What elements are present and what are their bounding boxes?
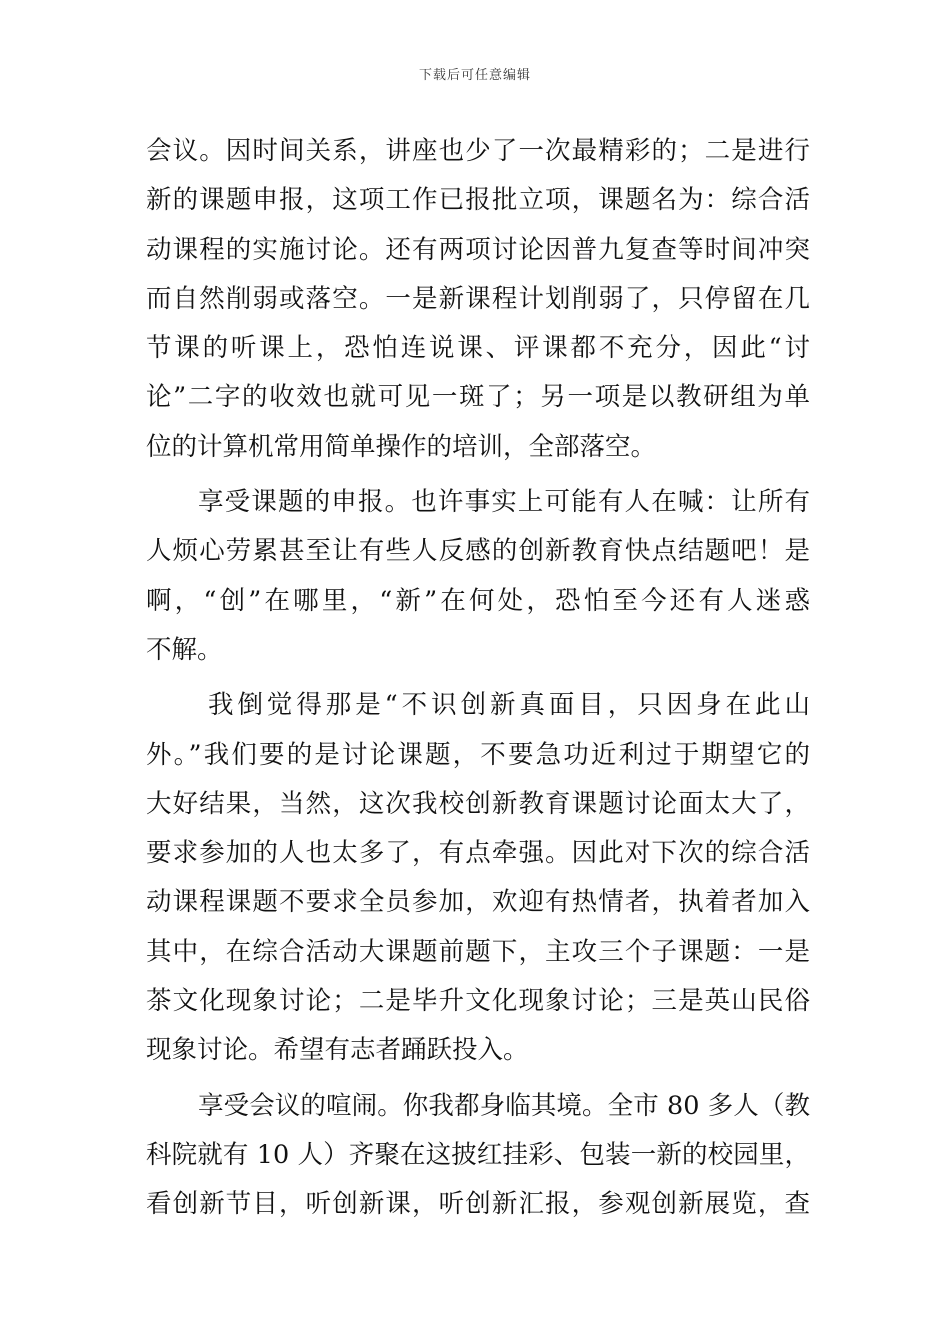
text-line: 科院就有 10 人）齐聚在这披红挂彩、包装一新的校园里， (146, 1139, 810, 1170)
text-line: 我倒觉得那是“不识创新真面目，只因身在此山 (208, 690, 810, 721)
text-line: 新的课题申报，这项工作已报批立项，课题名为：综合活 (146, 185, 810, 216)
paragraph (146, 681, 810, 1075)
text-line: 动课程课题不要求全员参加，欢迎有热情者，执着者加入 (146, 887, 810, 918)
paragraph (146, 1082, 810, 1230)
text-line: 要求参加的人也太多了，有点牵强。因此对下次的综合活 (146, 838, 810, 869)
text-line: 啊，“创”在哪里，“新”在何处，恐怕至今还有人迷惑 (146, 585, 810, 616)
text-line: 茶文化现象讨论；二是毕升文化现象讨论；三是英山民俗 (146, 986, 810, 1017)
text-line: 大好结果，当然，这次我校创新教育课题讨论面太大了， (146, 788, 810, 819)
text-line: 动课程的实施讨论。还有两项讨论因普九复查等时间冲突 (146, 234, 810, 265)
text-line: 位的计算机常用简单操作的培训，全部落空。 (146, 431, 657, 462)
document-body (146, 127, 810, 1230)
page-header: 下载后可任意编辑 (418, 68, 531, 83)
text-line: 不解。 (146, 634, 223, 665)
text-line: 享受课题的申报。也许事实上可能有人在喊：让所有 (198, 487, 810, 518)
text-line: 看创新节目，听创新课，听创新汇报，参观创新展览，查 (146, 1189, 810, 1220)
text-line: 论”二字的收效也就可见一斑了；另一项是以教研组为单 (146, 382, 810, 413)
text-line: 现象讨论。希望有志者踊跃投入。 (146, 1035, 529, 1066)
paragraph (146, 127, 810, 472)
text-line: 其中，在综合活动大课题前题下，主攻三个子课题：一是 (146, 936, 810, 967)
text-line: 节课的听课上，恐怕连说课、评课都不充分，因此“讨 (146, 333, 810, 364)
text-line: 会议。因时间关系，讲座也少了一次最精彩的；二是进行 (146, 136, 810, 166)
paragraph (146, 478, 810, 675)
text-line: 人烦心劳累甚至让有些人反感的创新教育快点结题吧！是 (146, 536, 810, 567)
text-line: 而自然削弱或落空。一是新课程计划削弱了，只停留在几 (146, 283, 810, 314)
text-line: 享受会议的喧闹。你我都身临其境。全市 80 多人（教 (198, 1090, 810, 1121)
text-line: 外。”我们要的是讨论课题，不要急功近利过于期望它的 (146, 739, 810, 770)
